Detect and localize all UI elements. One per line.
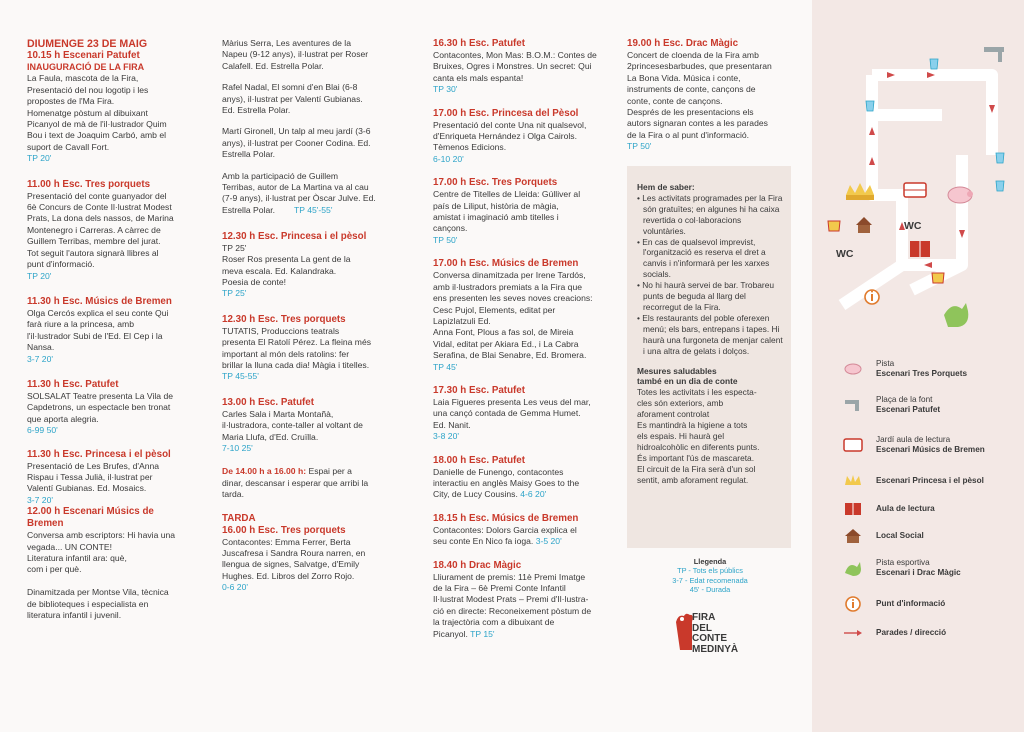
info-icon bbox=[865, 290, 879, 304]
event-block bbox=[433, 258, 613, 373]
event-tp: TP 50' bbox=[433, 234, 458, 245]
event-block bbox=[433, 177, 613, 246]
map-legend-label: Escenari Patufet bbox=[876, 405, 941, 415]
event-heading: 16.30 h Esc. Patufet bbox=[433, 38, 526, 49]
event-text: Concert de cloenda de la Fira amb 2princesesbarbudes, que presentaran La Bona Vida. Música i conte, instruments de conte, cançons de conte, conte de cançons. Després de les presentacions els autors signaran contes a les parades de la Fira o al punt d'informació. bbox=[627, 50, 772, 140]
event-block bbox=[27, 379, 195, 437]
map-legend-item bbox=[840, 558, 961, 579]
map-legend-label: Aula de lectura bbox=[876, 503, 935, 513]
event-block bbox=[27, 449, 195, 507]
map-legend-label: Pista esportiva bbox=[876, 558, 930, 567]
event-text: Laia Figueres presenta Les veus del mar, una cançó contada de Gemma Humet. Ed. Nanit. bbox=[433, 396, 591, 430]
event-text: Presentació del conte guanyador del 6è Concurs de Conte Il·lustrat Modest Prats, La dona dels nassos, de Marina Montenegro i Carreras. A càrrec de Guillem Terribas, membre del jurat. Tot seguit l'autora signarà llibres al punt d'informació. bbox=[27, 190, 174, 270]
event-heading: 13.00 h Esc. Patufet bbox=[222, 396, 315, 408]
event-tp: 3-8 20' bbox=[433, 431, 460, 442]
dragon-icon bbox=[840, 559, 866, 577]
author-paragraph: Rafel Nadal, El somni d'en Blai (6-8 anys), il·lustrat per Valentí Gubianas. Ed. Estrella Polar. bbox=[222, 82, 363, 116]
event-block bbox=[433, 513, 613, 548]
health-title: Mesures saludables també en un dia de conte bbox=[637, 365, 738, 387]
drum-icon bbox=[904, 183, 926, 197]
logo-line: MEDINYÀ bbox=[692, 643, 739, 655]
column-4 bbox=[627, 38, 791, 153]
event-tp: 6-99 50' bbox=[27, 425, 58, 436]
event-text: Danielle de Funengo, contacontes interactiu en anglès Maisy Goes to the City, de Lucy Cousins. bbox=[433, 466, 580, 500]
logo-line: DEL bbox=[692, 622, 712, 634]
lunch-note bbox=[222, 466, 398, 500]
event-heading: 17.30 h Esc. Patufet bbox=[433, 384, 526, 396]
legend bbox=[650, 557, 770, 595]
map-legend-item bbox=[840, 527, 924, 545]
dragon-icon bbox=[944, 303, 968, 327]
logo-text bbox=[692, 613, 738, 655]
event-heading: 17.00 h Esc. Princesa del Pèsol bbox=[433, 107, 579, 119]
legend-title: Llegenda bbox=[693, 557, 727, 566]
inauguration-title: INAUGURACIÓ DE LA FIRA bbox=[27, 62, 145, 72]
event-block bbox=[27, 179, 195, 282]
event-text: Centre de Titelles de Lleida: Gúlliver al país de Liliput, història de màgia, amistat i imaginació amb titelles i cançons. bbox=[433, 189, 581, 234]
column-1 bbox=[27, 38, 195, 621]
event-text: Contacontes: Dolors Garcia explica el seu conte En Nico fa ioga. bbox=[433, 524, 577, 547]
map-legend-item bbox=[840, 595, 945, 613]
map-legend-item bbox=[840, 624, 946, 642]
event-tp: TP 45-55' bbox=[222, 371, 259, 382]
event-tp: TP 20' bbox=[27, 270, 52, 281]
house-icon bbox=[840, 527, 866, 545]
pig-icon bbox=[840, 360, 866, 378]
event-heading: 11.30 h Esc. Músics de Bremen bbox=[27, 295, 172, 307]
event-heading: 16.00 h Esc. Tres porquets bbox=[222, 524, 346, 536]
event-tp: 6-10 20' bbox=[433, 153, 464, 164]
cup-icon bbox=[932, 273, 944, 283]
map-legend-label: Pista bbox=[876, 359, 895, 368]
event-block bbox=[433, 38, 613, 96]
event-tp: 3-7 20' bbox=[27, 494, 54, 505]
event-tp: TP 45'-55' bbox=[294, 205, 333, 216]
house-icon bbox=[856, 217, 872, 233]
map-legend-label: Escenari Princesa i el pèsol bbox=[876, 475, 984, 485]
event-heading: 18.15 h Esc. Músics de Bremen bbox=[433, 512, 579, 524]
map-legend-label: Escenari Tres Porquets bbox=[876, 369, 968, 379]
logo-line: CONTE bbox=[692, 633, 727, 645]
event-block bbox=[433, 108, 613, 166]
event-block bbox=[433, 455, 613, 501]
event-heading: 10.15 h Escenari Patufet bbox=[27, 50, 140, 61]
info-bullet: • Les activitats programades per la Fira són gratuïtes; en algunes hi ha caixa revertida o col·laboracions voluntàries. bbox=[637, 192, 783, 236]
event-tp: 0-6 20' bbox=[222, 582, 249, 593]
map-legend-label: Plaça de la font bbox=[876, 395, 933, 404]
map-legend-item bbox=[840, 395, 940, 416]
map-legend-item bbox=[840, 435, 985, 456]
author-paragraph: Martí Gironell, Un talp al meu jardí (3-6 anys), il·lustrat per Cooner Codina. Ed. Estrella Polar. bbox=[222, 126, 371, 160]
event-tp: 4-6 20' bbox=[520, 489, 547, 500]
event-heading: 11.00 h Esc. Tres porquets bbox=[27, 178, 151, 190]
tap-icon bbox=[984, 47, 1004, 62]
event-heading: 11.30 h Esc. Princesa i el pèsol bbox=[27, 448, 171, 460]
column-3 bbox=[433, 38, 613, 640]
legend-line: TP - Tots els públics bbox=[677, 566, 743, 576]
event-heading: 12.00 h Escenari Músics de Bremen bbox=[27, 506, 154, 530]
event-tp: TP 20' bbox=[27, 153, 52, 164]
book-icon bbox=[910, 241, 930, 257]
map-legend-label: Escenari Músics de Bremen bbox=[876, 445, 985, 455]
event-text: SOLSALAT Teatre presenta La Vila de Capdetrons, un espectacle ben tronat que aporta alegria. bbox=[27, 390, 174, 424]
event-heading: 11.30 h Esc. Patufet bbox=[27, 378, 119, 390]
event-tp: TP 45' bbox=[433, 361, 458, 372]
event-tp: 7-10 25' bbox=[222, 442, 253, 453]
crown-icon bbox=[846, 183, 874, 200]
lunch-text: Espai per a dinar, descansar i esperar que arribi la tarda. bbox=[222, 466, 369, 500]
event-block bbox=[222, 397, 398, 455]
logo-line: FIRA bbox=[692, 612, 716, 623]
info-box bbox=[627, 166, 791, 548]
map-legend-item bbox=[840, 500, 935, 518]
arrow-icon bbox=[840, 624, 866, 642]
legend-line: 45' - Durada bbox=[689, 585, 731, 595]
drum-icon bbox=[840, 436, 866, 454]
event-tp: TP 50' bbox=[627, 141, 652, 152]
event-text: Presentació del conte Una nit qualsevol, d'Enriqueta Hernández i Olga Cairols. Tèmenos Edicions. bbox=[433, 119, 587, 153]
event-block bbox=[27, 296, 195, 365]
author-paragraph: Amb la participació de Guillem Terribas, autor de La Martina va al cau (7-9 anys), il·lustrat per Òscar Julve. Ed. Estrella Polar. bbox=[222, 170, 376, 215]
event-heading: 17.00 h Esc. Músics de Bremen bbox=[433, 258, 579, 270]
event-tp: TP 15' bbox=[470, 628, 495, 639]
cup-icon bbox=[828, 221, 840, 231]
map-legend-label: Parades / direcció bbox=[876, 627, 947, 637]
event-text: Conversa dinamitzada per Irene Tardós, amb il·lustradors premiats a la Fira que ens presenten les seves noves creacions: Cesc Pujol, Elements, editat per Lapizlatzuli Ed. Anna Font, Plous a fas sol, de Mireia Vidal, editat per Akiara Ed., i La Cabra Serafina, de Blai Senabre, Ed. Bromera. bbox=[433, 270, 593, 361]
info-bullet: • Els restaurants del poble oferexen menú; els bars, entrepans i tapes. Hi haurà una furgoneta de menjar calent i una altra de gelats i dolços. bbox=[637, 312, 783, 356]
info-box-title: Hem de saber: bbox=[637, 182, 695, 192]
info-icon bbox=[840, 595, 866, 613]
event-text: Carles Sala i Marta Montañà, il·lustradora, conte-taller al voltant de Maria Llufa, d'Ed. Cruïlla. bbox=[222, 408, 363, 442]
wc-label: WC bbox=[904, 220, 922, 232]
event-text: Contacontes: Emma Ferrer, Berta Juscafresa i Sandra Roura narren, en llengua de signes, Salvatge, d'Emily Hughes. Ed. Libros del Zorro Rojo. bbox=[222, 536, 366, 581]
event-text: TP 25' Roser Ros presenta La gent de la meva escala. Ed. Kalandraka. Poesia de conte! bbox=[222, 242, 351, 287]
map-legend-item bbox=[840, 359, 967, 380]
program-date: DIUMENGE 23 DE MAIG bbox=[27, 38, 148, 50]
event-text: Lliurament de premis: 11è Premi Imatge de la Fira – 6è Premi Conte Infantil Il·lustrat Modest Prats – Premi d'Il·lustra- ció en directe: Reconeixement pòstum de la trajectòria com a dibuixant de Picanyol. bbox=[433, 571, 592, 639]
map-legend-label: Jardí aula de lectura bbox=[876, 435, 951, 444]
column-2 bbox=[222, 38, 398, 594]
map-legend-item bbox=[840, 472, 984, 490]
event-heading: 17.00 h Esc. Tres Porquets bbox=[433, 177, 558, 189]
map-legend-label: Punt d'informació bbox=[876, 598, 946, 608]
map-legend-label: Escenari i Drac Màgic bbox=[876, 568, 961, 578]
event-heading: 12.30 h Esc. Tres porquets bbox=[222, 313, 346, 325]
event-heading: 19.00 h Esc. Drac Màgic bbox=[627, 38, 739, 49]
event-block bbox=[433, 560, 613, 640]
event-tp: TP 30' bbox=[433, 84, 458, 95]
event-tp: 3-7 20' bbox=[27, 353, 54, 364]
info-bullet: • No hi haurà servei de bar. Trobareu punts de beguda al llarg del recorregut de la Fira. bbox=[637, 280, 775, 312]
wc-label: WC bbox=[836, 248, 854, 260]
event-text: TUTATIS, Produccions teatrals presenta El Ratolí Pérez. La fleina més important al món dels ratolins: fer brillar la lluna cada dia! Màgia i titelles. bbox=[222, 325, 372, 370]
event-block bbox=[433, 385, 613, 443]
tap-icon bbox=[840, 396, 866, 414]
book-icon bbox=[840, 500, 866, 518]
event-heading: 12.30 h Esc. Princesa i el pèsol bbox=[222, 230, 367, 242]
event-tp: TP 25' bbox=[222, 288, 247, 299]
event-block bbox=[222, 231, 398, 300]
info-bullet: • En cas de qualsevol imprevist, l'organització es reserva el dret a canvis i n'informarà per les xarxes socials. bbox=[637, 236, 770, 280]
lunch-heading: De 14.00 h a 16.00 h: bbox=[222, 466, 307, 477]
map-legend-label: Local Social bbox=[876, 530, 924, 540]
crown-icon bbox=[840, 472, 866, 490]
author-paragraph: Màrius Serra, Les aventures de la Napeu (9-12 anys), il·lustrat per Roser Calafell. Ed. Estrella Polar. bbox=[222, 38, 369, 71]
event-heading: 18.00 h Esc. Patufet bbox=[433, 454, 526, 466]
tarda-title: TARDA bbox=[222, 512, 256, 524]
health-text: Totes les activitats i les especta- cles són exteriors, amb aforament controlat Es mantindrà la higiene a tots els espais. Hi haurà gel hidroalcohòlic en diferents punts. És important l'ús de mascareta. El circuit de la Fira serà d'un sol sentit, amb aforament regulat. bbox=[637, 387, 760, 485]
event-block bbox=[222, 314, 398, 383]
event-text: Contacontes, Mon Mas: B.O.M.: Contes de Bruixes, Ogres i Monstres. Un secret: Qui canta els mals espanta! bbox=[433, 50, 597, 83]
event-tp: 3-5 20' bbox=[535, 536, 562, 547]
event-text: Olga Cercós explica el seu conte Qui farà riure a la princesa, amb l'il·lustrador Subi de l'Ed. El Cep i la Nansa. bbox=[27, 307, 169, 353]
pig-icon bbox=[948, 187, 973, 203]
event-text: Conversa amb escriptors: Hi havia una vegada... UN CONTE! Literatura infantil ara: què, com i per què. Dinamitzada per Montse Vila, tècnica de biblioteques i especialista en literatura infantil i juvenil. bbox=[27, 530, 176, 621]
event-heading: 18.40 h Drac Màgic bbox=[433, 559, 522, 571]
event-block bbox=[27, 506, 195, 621]
legend-line: 3-7 - Edat recomenada bbox=[672, 575, 748, 585]
fair-map bbox=[812, 35, 1012, 355]
event-text: La Faula, mascota de la Fira, Presentació del nou logotip i les propostes de l'Ma Fira. Homenatge pòstum al dibuixant Picanyol de mà de l'il·lustrador Quim Bou i text de Joaquim Carbó, amb el suport de Cavall Fort. bbox=[27, 73, 167, 152]
event-text: Presentació de Les Brufes, d'Anna Rispau i Tessa Julià, il·lustrat per Valentí Gubianas. Ed. Mosaics. bbox=[27, 460, 160, 494]
